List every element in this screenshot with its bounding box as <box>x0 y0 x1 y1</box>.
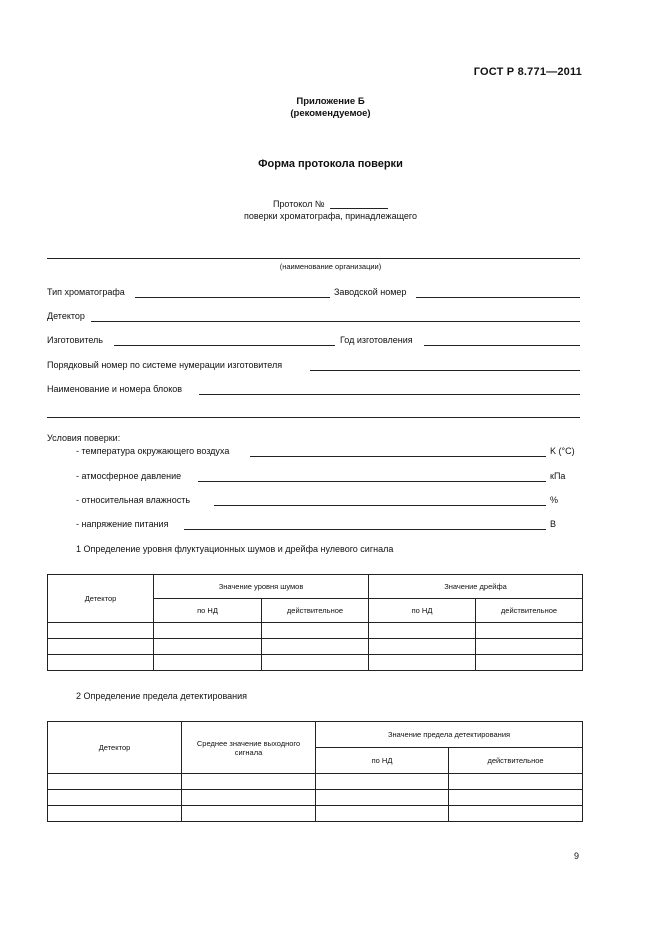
condition-voltage-blank[interactable] <box>184 519 546 530</box>
section1-title: 1 Определение уровня флуктуационных шумов и дрейфа нулевого сигнала <box>76 544 394 554</box>
subheader-noise-actual: действительное <box>262 599 369 623</box>
chromatograph-type-label: Тип хроматографа <box>47 287 125 297</box>
protocol-number-blank[interactable] <box>330 199 388 209</box>
header-noise-value: Значение уровня шумов <box>154 575 369 599</box>
table-cell[interactable] <box>369 623 476 639</box>
table-cell[interactable] <box>449 774 583 790</box>
header-detector: Детектор <box>48 575 154 623</box>
organization-blank[interactable] <box>47 248 580 259</box>
serial-number-blank[interactable] <box>416 287 580 298</box>
table-cell[interactable] <box>48 639 154 655</box>
conditions-title: Условия поверки: <box>47 433 121 443</box>
noise-drift-table <box>47 574 583 671</box>
condition-pressure-label: - атмосферное давление <box>76 471 182 481</box>
condition-pressure-blank[interactable] <box>198 471 546 482</box>
detection-limit-table <box>47 721 583 822</box>
header-average-signal: Среднее значение выходного сигнала <box>182 722 316 774</box>
table-row <box>48 655 583 671</box>
table-cell[interactable] <box>316 790 449 806</box>
condition-humidity-unit: % <box>550 495 559 505</box>
table-cell[interactable] <box>182 774 316 790</box>
table-cell[interactable] <box>48 623 154 639</box>
manufacturer-label: Изготовитель <box>47 335 103 345</box>
blocks-blank-extra[interactable] <box>47 407 580 418</box>
subheader-noise-nd: по НД <box>154 599 262 623</box>
manufacturer-blank[interactable] <box>114 335 335 346</box>
table-cell[interactable] <box>182 806 316 822</box>
header-detector: Детектор <box>48 722 182 774</box>
table-cell[interactable] <box>316 806 449 822</box>
table-cell[interactable] <box>48 655 154 671</box>
table-cell[interactable] <box>48 806 182 822</box>
table-row <box>48 790 583 806</box>
table-cell[interactable] <box>154 639 262 655</box>
blocks-label: Наименование и номера блоков <box>47 384 183 394</box>
table-cell[interactable] <box>316 774 449 790</box>
table-cell[interactable] <box>262 623 369 639</box>
chromatograph-type-blank[interactable] <box>135 287 330 298</box>
ordinal-number-blank[interactable] <box>310 360 580 371</box>
protocol-number-line <box>0 199 661 209</box>
manufacture-year-blank[interactable] <box>424 335 580 346</box>
header-detection-limit: Значение предела детектирования <box>316 722 583 748</box>
page-number: 9 <box>573 851 579 861</box>
table-cell[interactable] <box>154 623 262 639</box>
table-cell[interactable] <box>48 774 182 790</box>
condition-voltage-label: - напряжение питания <box>76 519 169 529</box>
protocol-subject: поверки хроматографа, принадлежащего <box>244 211 417 221</box>
subheader-limit-actual: действительное <box>449 748 583 774</box>
protocol-number-label: Протокол № <box>272 199 325 209</box>
subheader-limit-nd: по НД <box>316 748 449 774</box>
manufacture-year-label: Год изготовления <box>340 335 413 345</box>
table-cell[interactable] <box>369 655 476 671</box>
detector-label: Детектор <box>47 311 85 321</box>
condition-temperature-label: - температура окружающего воздуха <box>76 446 230 456</box>
table-row <box>48 806 583 822</box>
table-cell[interactable] <box>182 790 316 806</box>
table-cell[interactable] <box>154 655 262 671</box>
table-row <box>48 639 583 655</box>
standard-code: ГОСТ Р 8.771—2011 <box>473 66 582 78</box>
table-cell[interactable] <box>476 655 583 671</box>
detector-blank[interactable] <box>91 311 580 322</box>
table-cell[interactable] <box>48 790 182 806</box>
table-cell[interactable] <box>476 623 583 639</box>
condition-temperature-blank[interactable] <box>250 446 546 457</box>
table-cell[interactable] <box>262 639 369 655</box>
table-row <box>48 623 583 639</box>
table-cell[interactable] <box>262 655 369 671</box>
condition-temperature-unit: K (°C) <box>550 446 575 456</box>
table-row <box>48 774 583 790</box>
condition-pressure-unit: кПа <box>550 471 566 481</box>
form-title: Форма протокола поверки <box>258 158 403 170</box>
table-cell[interactable] <box>449 806 583 822</box>
appendix-subtitle: (рекомендуемое) <box>290 108 371 119</box>
table-cell[interactable] <box>369 639 476 655</box>
header-drift-value: Значение дрейфа <box>369 575 583 599</box>
blocks-blank[interactable] <box>199 384 580 395</box>
appendix-title: Приложение Б <box>296 96 365 107</box>
table-cell[interactable] <box>476 639 583 655</box>
section2-title: 2 Определение предела детектирования <box>76 691 248 701</box>
organization-caption: (наименование организации) <box>279 262 382 271</box>
subheader-drift-actual: действительное <box>476 599 583 623</box>
ordinal-number-label: Порядковый номер по системе нумерации изготовителя <box>47 360 283 370</box>
condition-humidity-label: - относительная влажность <box>76 495 191 505</box>
table-cell[interactable] <box>449 790 583 806</box>
condition-humidity-blank[interactable] <box>214 495 546 506</box>
condition-voltage-unit: В <box>550 519 557 529</box>
subheader-drift-nd: по НД <box>369 599 476 623</box>
serial-number-label: Заводской номер <box>334 287 407 297</box>
